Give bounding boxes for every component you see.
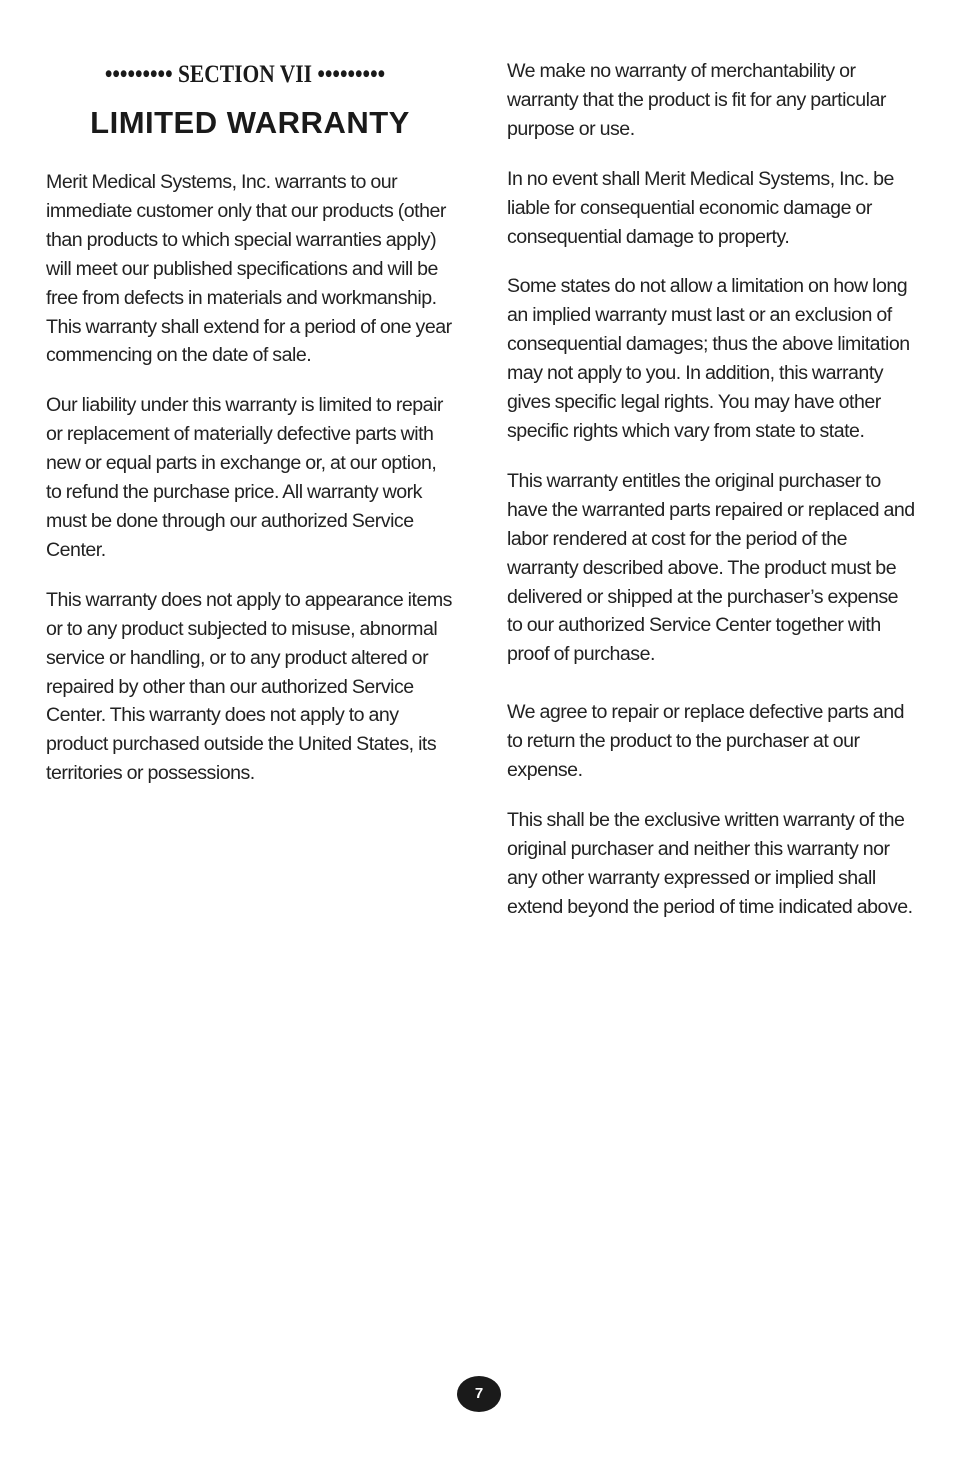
repair-agreement-paragraph: We agree to repair or replace defective parts and to return the product to the purchaser at our expense. (507, 701, 904, 782)
page-number-badge: 7 (457, 1376, 501, 1412)
section-heading: ••••••••• SECTION VII ••••••••• (104, 61, 386, 88)
left-column (46, 58, 454, 809)
exclusions-paragraph: This warranty does not apply to appearance items or to any product subjected to misuse, abnormal service or handling, or to any product altered or repaired by other than our authorized Service Center. This warranty does not apply to any product purchased outside the United States, its territories or possessions. (46, 588, 452, 785)
exclusive-warranty-paragraph: This shall be the exclusive written warranty of the original purchaser and neither this warranty nor any other warranty expressed or implied shall extend beyond the period of time indicated above. (507, 808, 913, 918)
right-column (507, 57, 917, 943)
state-rights-paragraph: Some states do not allow a limitation on how long an implied warranty must last or an exclusion of consequential damages; thus the above limitation may not apply to you. In addition, this warranty gives specific legal rights. You may have other specific rights which vary from state to state. (507, 275, 910, 442)
consequential-damage-paragraph: In no event shall Merit Medical Systems, Inc. be liable for consequential economic damage or consequential damage to property. (507, 167, 894, 248)
liability-paragraph: Our liability under this warranty is limited to repair or replacement of materially defective parts with new or equal parts in exchange or, at our option, to refund the purchase price. All warranty work must be done through our authorized Service Center. (46, 394, 443, 561)
page-title: LIMITED WARRANTY (90, 105, 410, 140)
warranty-coverage-paragraph: Merit Medical Systems, Inc. warrants to our immediate customer only that our products (other than products to which special warranties apply) will meet our published specifications and will be free from defects in materials and workmanship. This warranty shall extend for a period of one year commencing on the date of sale. (46, 171, 452, 367)
merchantability-paragraph: We make no warranty of merchantability or warranty that the product is fit for any particular purpose or use. (507, 60, 886, 140)
purchaser-entitlement-paragraph: This warranty entitles the original purchaser to have the warranted parts repaired or replaced and labor rendered at cost for the period of the warranty described above. The product must be delivered or shipped at the purchaser’s expense to our authorized Service Center together with proof of purchase. (507, 469, 915, 666)
